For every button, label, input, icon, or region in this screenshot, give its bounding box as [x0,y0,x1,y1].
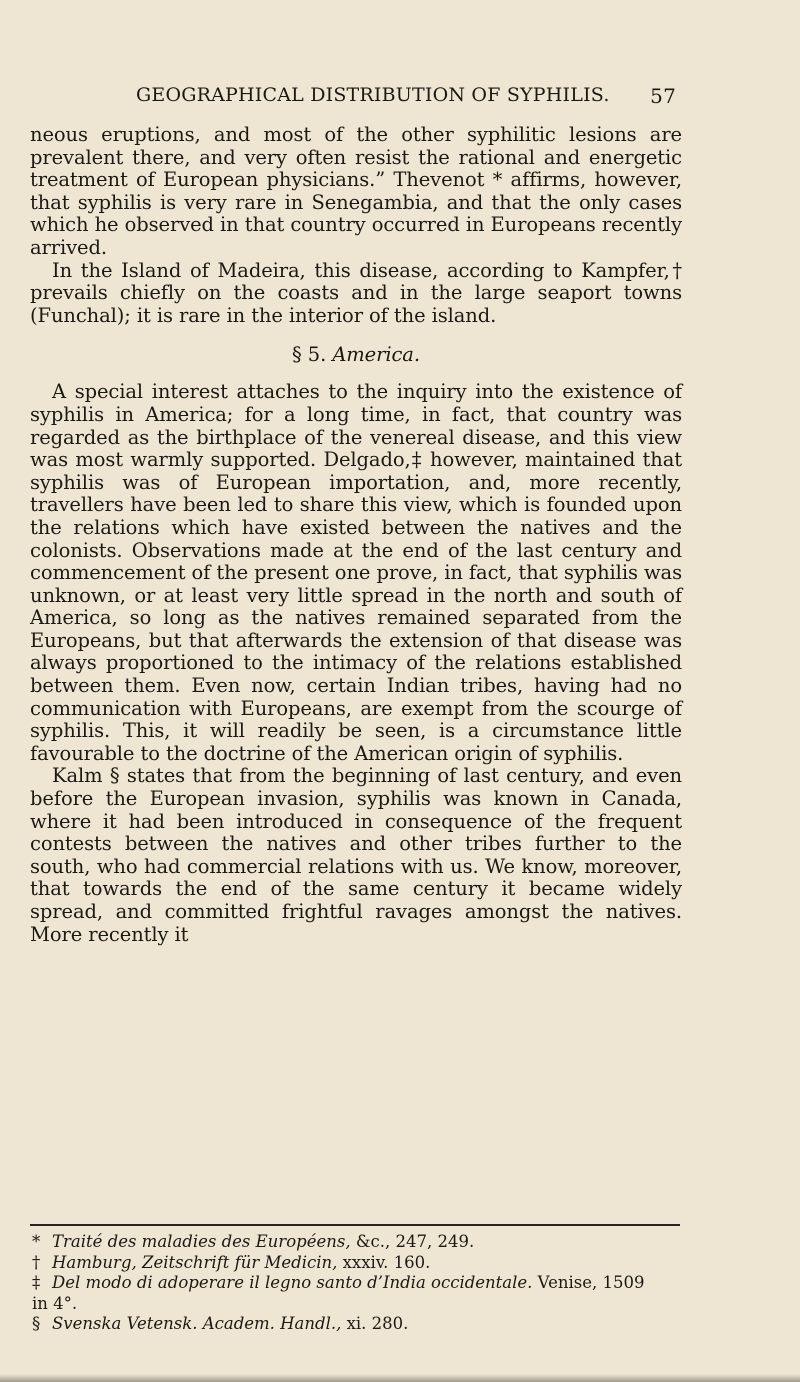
paragraph-kalm: Kalm § states that from the beginning of last century, and even before the European invasion, syphilis was known in Canada, where it had been introduced in consequence of the frequent contests between the natives and other tribes further to the south, who had commercial relations with us. We know, moreover, that towards the end of the same century it became widely spread, and committed frightful ravages amongst the natives. More recently it [30,764,682,946]
paragraph-america: A special interest attaches to the inquiry into the existence of syphilis in America; for a long time, in fact, that country was regarded as the birthplace of the venereal disease, and this view was most warmly supported. Delgado,‡ however, maintained that syphilis was of European importation, and, more recently, travellers have been led to share this view, which is founded upon the relations which have existed between the natives and the colonists. Observations made at the end of the last century and commencement of the present one prove, in fact, that syphilis was unknown, or at least very little spread in the north and south of America, so long as the natives remained separated from the Europeans, but that afterwards the extension of that disease was always proportioned to the intimacy of the relations established between them. Even now, certain Indian tribes, having had no communication with Europeans, are exempt from the scourge of syphilis. This, it will readily be seen, is a circumstance little favourable to the doctrine of the American origin of syphilis. [30,380,682,765]
footnote-ref: &c., 247, 249. [350,1232,475,1251]
footnote-title: Traité des maladies des Européens, [52,1232,351,1251]
running-header [136,84,676,112]
footnote-title: Svenska Vetensk. Academ. Handl., [52,1314,342,1333]
footnote-rule [30,1224,680,1226]
footnote-3-continuation: in 4°. [32,1293,78,1313]
section-number: § 5. [292,343,327,367]
section-title: America. [332,343,420,367]
page-number: 57 [650,84,676,108]
body-text [30,124,682,946]
section-heading [30,343,682,367]
footnote-title: Hamburg, Zeitschrift für Medicin, [52,1252,338,1272]
footnote-1 [30,1232,680,1253]
footnote-mark: * [32,1232,41,1251]
footnote-mark: § [32,1314,41,1333]
footnote-4 [30,1314,680,1335]
footnote-mark: † [32,1252,41,1272]
footnote-ref: xi. 280. [341,1314,409,1333]
footnote-title: Del modo di adoperare il legno santo d’India occidentale. [52,1273,533,1292]
footnotes [30,1232,680,1335]
footnote-ref: xxxiv. 160. [337,1252,431,1272]
paragraph-senegambia: neous eruptions, and most of the other syphilitic lesions are prevalent there, and very often resist the rational and energetic treatment of European physicians.” Thevenot * affirms, however, that syphilis is very rare in Senegambia, and that the only cases which he observed in that country occurred in Europeans recently arrived. [30,123,682,259]
page-edge-shadow [0,1374,800,1382]
footnote-mark: ‡ [32,1273,41,1292]
footnote-2 [30,1253,680,1274]
footnote-ref: Venise, 1509 [532,1273,645,1292]
running-title: GEOGRAPHICAL DISTRIBUTION OF SYPHILIS. [136,84,610,106]
paragraph-madeira: In the Island of Madeira, this disease, according to Kampfer,† prevails chiefly on the coasts and in the large seaport towns (Funchal); it is rare in the interior of the island. [30,258,682,327]
footnote-3 [30,1273,680,1294]
